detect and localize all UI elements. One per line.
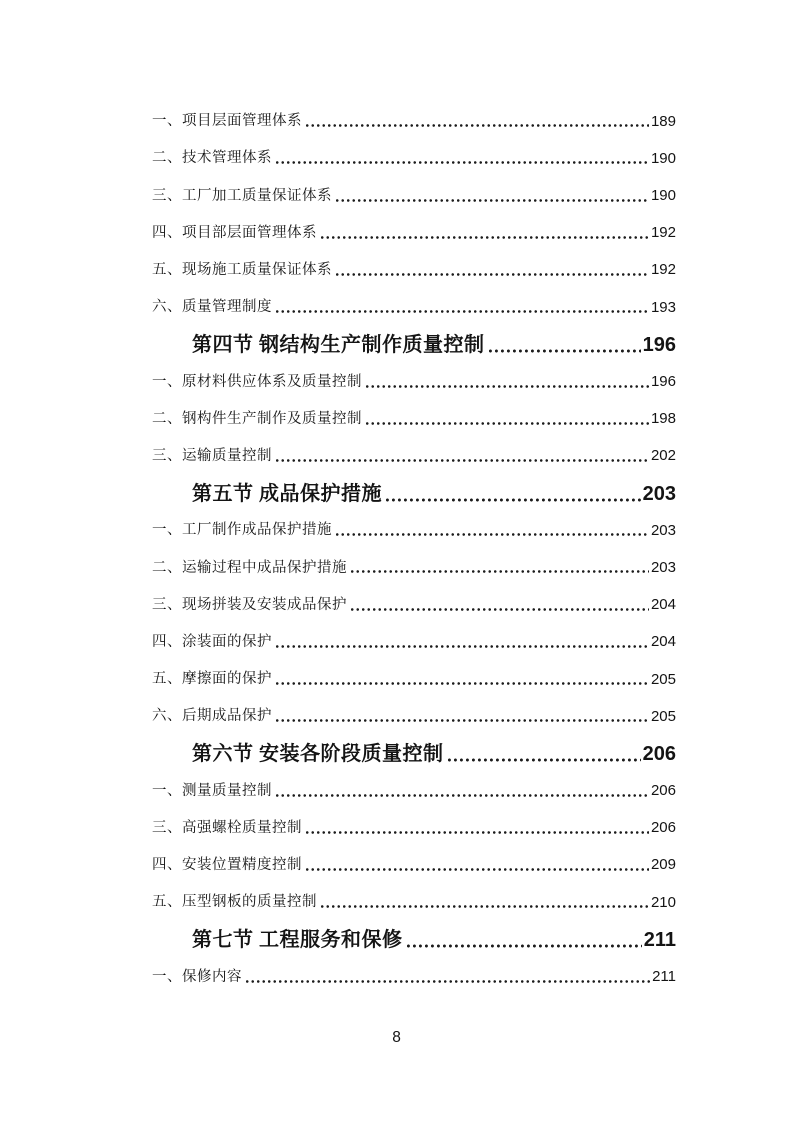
toc-entry-label: 三、工厂加工质量保证体系 (152, 187, 332, 204)
toc-entry-label: 二、技术管理体系 (152, 150, 272, 167)
toc-entry-page-number: 203 (642, 483, 676, 506)
toc-entry-page-number: 190 (650, 149, 676, 167)
toc-entry-label: 五、现场施工质量保证体系 (152, 262, 332, 278)
toc-section-entry[interactable] (152, 326, 676, 363)
toc-entry-label: 五、摩擦面的保护 (152, 671, 272, 688)
toc-entry[interactable] (152, 698, 676, 735)
toc-entry-label: 四、涂装面的保护 (152, 633, 272, 650)
toc-entry-label: 四、安装位置精度控制 (152, 857, 302, 873)
dot-leader (321, 234, 649, 241)
dot-leader (336, 197, 649, 204)
dot-leader (336, 271, 649, 278)
dot-leader (276, 643, 649, 650)
dot-leader (448, 756, 641, 764)
dot-leader (306, 829, 649, 836)
toc-entry-page-number: 198 (650, 410, 676, 428)
toc-section-entry[interactable] (152, 921, 676, 958)
toc-entry-page-number: 204 (650, 596, 676, 614)
dot-leader (276, 717, 649, 724)
toc-entry[interactable] (152, 289, 676, 326)
toc-entry-page-number: 205 (650, 670, 676, 688)
toc-entry-page-number: 189 (650, 112, 676, 130)
toc-entry-label: 一、原材料供应体系及质量控制 (152, 373, 362, 390)
dot-leader (489, 347, 641, 355)
toc-entry-page-number: 203 (650, 521, 676, 539)
toc-entry-page-number: 203 (650, 558, 676, 576)
toc-entry[interactable] (152, 958, 676, 995)
toc-entry-label: 六、质量管理制度 (152, 299, 272, 316)
toc-entry-label: 四、项目部层面管理体系 (152, 224, 317, 241)
dot-leader (276, 792, 649, 799)
dot-leader (276, 457, 649, 464)
toc-entry-label: 第五节 成品保护措施 (192, 483, 382, 506)
dot-leader (306, 866, 649, 873)
dot-leader (351, 606, 649, 613)
dot-leader (336, 531, 649, 538)
dot-leader (276, 159, 649, 166)
toc-entry-page-number: 196 (642, 334, 676, 357)
toc-entry-label: 三、高强螺栓质量控制 (152, 819, 302, 836)
toc-entry-label: 三、现场拼装及安装成品保护 (152, 596, 347, 613)
toc-entry-label: 第六节 安装各阶段质量控制 (192, 743, 444, 766)
toc-entry-label: 一、项目层面管理体系 (152, 113, 302, 130)
toc-entry[interactable] (152, 252, 676, 289)
toc-entry[interactable] (152, 512, 676, 549)
toc-entry-page-number: 192 (650, 261, 676, 279)
toc-entry-page-number: 211 (643, 929, 676, 952)
toc-entry[interactable] (152, 177, 676, 214)
toc-entry-label: 第四节 钢结构生产制作质量控制 (192, 334, 485, 357)
toc-entry[interactable] (152, 847, 676, 884)
table-of-contents (152, 103, 676, 996)
toc-entry-page-number: 206 (642, 743, 676, 766)
toc-section-entry[interactable] (152, 475, 676, 512)
dot-leader (276, 308, 649, 315)
dot-leader (366, 383, 649, 390)
toc-entry[interactable] (152, 363, 676, 400)
dot-leader (407, 942, 642, 950)
toc-entry-page-number: 205 (650, 707, 676, 725)
toc-entry[interactable] (152, 215, 676, 252)
toc-entry-page-number: 209 (650, 856, 676, 874)
toc-entry[interactable] (152, 624, 676, 661)
toc-entry-label: 二、钢构件生产制作及质量控制 (152, 410, 362, 427)
dot-leader (366, 420, 649, 427)
toc-entry[interactable] (152, 586, 676, 623)
toc-entry-label: 六、后期成品保护 (152, 708, 272, 725)
toc-entry[interactable] (152, 810, 676, 847)
toc-entry[interactable] (152, 103, 676, 140)
page-footer (0, 1029, 793, 1047)
toc-entry-page-number: 210 (650, 893, 676, 911)
toc-entry[interactable] (152, 438, 676, 475)
toc-entry-label: 一、保修内容 (152, 968, 242, 985)
toc-entry-label: 五、压型钢板的质量控制 (152, 894, 317, 911)
toc-entry-label: 二、运输过程中成品保护措施 (152, 559, 347, 576)
dot-leader (321, 903, 649, 910)
toc-entry-label: 第七节 工程服务和保修 (192, 929, 403, 952)
toc-section-entry[interactable] (152, 735, 676, 772)
toc-entry[interactable] (152, 772, 676, 809)
dot-leader (386, 496, 641, 504)
toc-entry-page-number: 196 (650, 373, 676, 390)
toc-entry[interactable] (152, 884, 676, 921)
toc-entry[interactable] (152, 401, 676, 438)
toc-entry-page-number: 202 (650, 447, 676, 465)
toc-entry[interactable] (152, 661, 676, 698)
toc-entry-page-number: 206 (650, 782, 676, 800)
toc-entry-page-number: 206 (650, 819, 676, 837)
toc-entry-page-number: 204 (650, 633, 676, 651)
toc-entry-label: 一、工厂制作成品保护措施 (152, 522, 332, 539)
dot-leader (351, 568, 649, 575)
toc-entry-page-number: 211 (652, 968, 676, 985)
toc-entry-label: 三、运输质量控制 (152, 447, 272, 464)
dot-leader (276, 680, 649, 687)
toc-entry[interactable] (152, 140, 676, 177)
toc-entry[interactable] (152, 549, 676, 586)
toc-entry-page-number: 193 (650, 298, 676, 316)
toc-entry-page-number: 190 (650, 187, 676, 205)
dot-leader (246, 978, 650, 985)
page-number: 8 (392, 1029, 401, 1046)
toc-entry-page-number: 192 (650, 224, 676, 242)
toc-entry-label: 一、测量质量控制 (152, 782, 272, 799)
dot-leader (306, 122, 649, 129)
